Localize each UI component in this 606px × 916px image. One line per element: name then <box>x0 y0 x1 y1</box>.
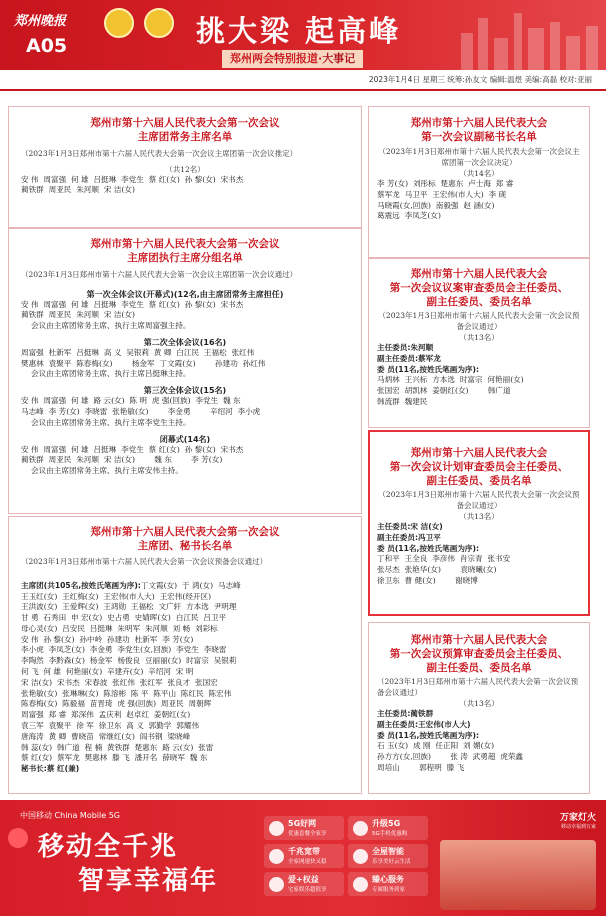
name-line: 徐卫东 曹 健(女) 谢晓博 <box>377 575 478 585</box>
article-count: （共14名） <box>459 169 499 178</box>
name-line: 王玉红(女) 王红梅(女) 王宏伟(市人大) 王宏伟(经开区) <box>21 591 212 601</box>
name-line: 安 伟 周富强 何 雄 吕挺琳 李党生 蔡 红(女) 孙 黎(女) 宋书杰 <box>21 299 244 309</box>
group-note: 会议由主席团常务主席、执行主席周富强主持。 <box>31 321 191 331</box>
name-line: 孙方方(女,回族) 张 涛 武勇超 虎荣鑫 <box>377 752 524 762</box>
signal-icon <box>269 821 284 836</box>
name-line: 李 芳(女) 刘彤标 楚惠东 卢士海 郑 睿 <box>377 179 514 188</box>
name-line: 马志峰 李 芳(女) 李晓雷 张艳敏(女) 李金勇 辛绍河 李小虎 <box>21 407 261 417</box>
article-title: 郑州市第十六届人民代表大会第一次会议 <box>90 526 280 538</box>
name-line: 何 飞 何 雄 何艳丽(女) 辛建卉(女) 辛绍河 宋 明 <box>21 667 194 677</box>
service-icon <box>353 877 368 892</box>
ad-feature-title: 臻心服务 <box>372 875 404 884</box>
article-title: 副主任委员、委员名单 <box>426 662 532 674</box>
issue-info: 2023年1月4日 星期三 统筹:孙友文 编辑:温煜 美编:高磊 校对:亚丽 <box>368 75 592 84</box>
broadband-icon <box>269 849 284 864</box>
ad-campaign-logo <box>560 810 596 830</box>
advertisement-banner[interactable] <box>0 800 606 916</box>
article-title: 主席团、秘书长名单 <box>137 540 233 552</box>
section-label-main: 郑州两会特别报道· <box>230 52 323 65</box>
committee-chair: 主任委员:朱河顺 <box>377 343 434 352</box>
gift-icon <box>269 877 284 892</box>
ad-campaign-sub: 移动幸福到万家 <box>560 824 596 830</box>
presidium-role-line <box>21 573 349 592</box>
group-note: 会议由主席团常务主席、执行主席李党生主持。 <box>31 417 191 427</box>
article-title: 郑州市第十六届人民代表大会 <box>410 268 548 280</box>
name-line: 马晓霞(女,回族) 南毅强 赵 涵(女) <box>377 200 495 210</box>
article-budget-committee <box>368 622 590 794</box>
name-line: 安 伟 周富强 何 雄 吕挺琳 李党生 蔡 红(女) 孙 黎(女) 宋书杰 <box>21 174 244 184</box>
name-line: 周富强 郑 睿 郑深伟 孟庆利 赵卓红 姜朝红(女) <box>21 710 191 720</box>
name-line: 张尽杰 张艳华(女) 袁晓曦(女) <box>377 565 497 575</box>
name-line: 张艳敏(女) 张琳琳(女) 陈溶彬 陈 平 陈平山 陈红民 陈宏伟 <box>21 688 232 698</box>
article-count: （共13名） <box>459 699 499 708</box>
ad-feature-title: 升级5G <box>372 819 401 828</box>
article-note: （2023年1月3日郑州市第十六届人民代表大会第一次会议预备会议通过） <box>377 677 579 697</box>
ad-feature-title: 全屋智能 <box>372 847 404 856</box>
article-presidium-chairs <box>8 106 362 228</box>
article-title: 主席团执行主席分组名单 <box>127 252 243 264</box>
article-count: （共13名） <box>459 333 499 342</box>
cppcc-emblem-icon <box>144 8 174 38</box>
ad-feature-tile <box>264 872 344 896</box>
name-line: 安 伟 周富强 何 雄 路 云(女) 陈 明 虎 强(回族) 李党生 魏 东 <box>21 396 241 406</box>
ad-campaign-title: 万家灯火 <box>559 813 596 823</box>
article-deputy-secretaries <box>368 106 590 258</box>
group-heading: 第一次全体会议(开幕式)(12名,由主席团常务主席担任) <box>86 289 284 299</box>
name-line: 韩 蕊(女) 韩广道 程 楠 黄铁群 楚惠东 路 云(女) 张雷 <box>21 742 214 752</box>
article-note: （2023年1月3日郑州市第十六届人民代表大会第一次会议预备会议通过） <box>378 490 580 510</box>
group-note: 会议由主席团常务主席、执行主席安伟主持。 <box>31 466 183 476</box>
article-note: （2023年1月3日郑州市第十六届人民代表大会第一次会议预备会议通过） <box>378 311 580 331</box>
article-title: 郑州市第十六届人民代表大会 <box>410 634 548 646</box>
5g-badge-icon <box>8 828 28 848</box>
page-number: A05 <box>26 35 68 57</box>
name-line: 安 伟 周富强 何 雄 吕挺琳 李党生 蔡 红(女) 孙 黎(女) 宋书杰 <box>21 444 244 454</box>
article-title: 郑州市第十六届人民代表大会第一次会议 <box>90 117 280 129</box>
name-line: 马炳林 王兴标 方本选 时富宗 何艳丽(女) <box>377 375 524 385</box>
ad-headline: 智享幸福年 <box>78 866 219 896</box>
page-slogan: 挑大梁 起高峰 <box>196 14 402 48</box>
article-title: 副主任委员、委员名单 <box>426 296 532 308</box>
national-emblem-icon <box>104 8 134 38</box>
committee-members-label: 委 员(11名,按姓氏笔画为序): <box>377 364 480 374</box>
ad-feature-title: 5G好网 <box>288 819 317 828</box>
name-line: 宋 洁(女) 宋书杰 宋春波 张红伟 张红军 张良才 张国宏 <box>21 677 218 687</box>
article-executive-chairs <box>8 228 362 514</box>
committee-chair: 主任委员:蔺铁群 <box>377 709 434 718</box>
article-title: 郑州市第十六届人民代表大会 <box>410 447 548 459</box>
committee-members-label: 委 员(11名,按姓氏笔画为序): <box>377 543 480 553</box>
committee-members-label: 委 员(11名,按姓氏笔画为序): <box>377 730 480 740</box>
name-line: 葛震远 李凤芝(女) <box>377 211 441 221</box>
article-note: （2023年1月3日郑州市第十六届人民代表大会第一次会议预备会议通过） <box>21 557 268 566</box>
name-line: 母心灵(女) 吕安民 吕挺琳 朱明军 朱河顺 刘 畅 刘彩标 <box>21 623 218 633</box>
newspaper-logo: 郑州晚报 <box>14 14 67 29</box>
committee-vice-chair: 副主任委员:蔡军龙 <box>377 353 441 363</box>
name-line: 丁文霞(女) 于 鸿(女) 马志峰 <box>140 580 241 590</box>
ad-feature-desc: 专属服务到家 <box>372 887 406 893</box>
masthead-banner <box>0 0 606 70</box>
name-line: 张国宏 胡凯林 姜朝红(女) 韩广道 <box>377 386 511 396</box>
name-line: 甘 勇 石秀田 申 宏(女) 史占勇 史婧晖(女) 白江民 吕卫平 <box>21 613 227 623</box>
role-label: 主席团(共105名,按姓氏笔画为序): <box>21 580 141 590</box>
article-title: 郑州市第十六届人民代表大会第一次会议 <box>90 238 280 250</box>
article-title: 第一次会议预算审查委员会主任委员、 <box>389 648 569 660</box>
name-line: 蔡军龙 马卫平 王宏伟(市人大) 李 砚 <box>377 189 507 199</box>
article-title: 第一次会议计划审查委员会主任委员、 <box>389 461 569 473</box>
name-line: 丁和平 王全良 李彦伟 肖宗青 张书安 <box>377 554 511 564</box>
group-heading: 第三次全体会议(15名) <box>143 386 227 396</box>
committee-vice-chair: 副主任委员:冯卫平 <box>377 532 441 542</box>
masthead <box>0 0 606 92</box>
ad-feature-title: 爱+权益 <box>288 875 319 884</box>
article-title: 第一次会议副秘书长名单 <box>421 131 537 143</box>
section-label-accent: 大事记 <box>322 52 356 65</box>
article-title: 主席团常务主席名单 <box>137 131 233 143</box>
ad-feature-desc: 宅家娱乐超值享 <box>288 887 327 893</box>
committee-chair: 主任委员:宋 洁(女) <box>377 522 443 531</box>
article-title: 郑州市第十六届人民代表大会 <box>410 117 548 129</box>
article-note: （2023年1月3日郑州市第十六届人民代表大会第一次会议主席团第一次会议决定） <box>378 147 580 167</box>
ad-feature-tile <box>264 844 344 868</box>
article-motion-committee <box>368 258 590 428</box>
article-count: （共13名） <box>459 512 499 521</box>
name-line: 蔡 红(女) 蔡军龙 樊惠林 滕 飞 潘开名 薛晓军 魏 东 <box>21 753 208 763</box>
ad-headline: 移动全千兆 <box>38 832 179 862</box>
section-label <box>222 50 363 68</box>
article-note: （2023年1月3日郑州市第十六届人民代表大会第一次会议主席团第一次会议推定） <box>21 149 298 158</box>
smart-home-icon <box>353 849 368 864</box>
name-line: 石 玉(女) 成 刚 任正阳 刘 媚(女) <box>377 741 495 751</box>
name-line: 袁三军 袁聚平 徐 军 徐卫东 高 义 郭勤学 郭耀伟 <box>21 721 200 731</box>
header-divider <box>0 89 606 91</box>
name-line: 周培山 郭程明 滕 飞 <box>377 762 465 772</box>
ad-feature-tile <box>348 816 428 840</box>
article-plan-committee <box>368 430 590 616</box>
ad-feature-desc: 优惠套餐全家享 <box>288 831 327 837</box>
article-note: （2023年1月3日郑州市第十六届人民代表大会第一次会议主席团第一次会议通过） <box>21 270 298 279</box>
name-line: 李小虎 李凤芝(女) 李金勇 李党生(女,回族) 李党生 李晓雷 <box>21 645 227 655</box>
name-line: 蔺铁群 周亚民 朱河顺 宋 洁(女) <box>21 185 135 195</box>
secretary-general: 秘书长:蔡 红(兼) <box>21 764 80 774</box>
article-presidium-members <box>8 516 362 794</box>
ad-feature-tile <box>348 872 428 896</box>
article-count: （共12名） <box>165 164 205 174</box>
ad-feature-tile <box>348 844 428 868</box>
family-scene-image <box>440 840 596 910</box>
name-line: 王洪波(女) 王爱辉(女) 王鸿勋 王福松 文广轩 方本选 尹明理 <box>21 602 237 612</box>
ad-brand-logo: 中国移动 China Mobile 5G <box>20 811 121 820</box>
name-line: 李陶然 李黔森(女) 杨金军 杨俊良 豆丽丽(女) 时富宗 吴银莉 <box>21 656 237 666</box>
ad-feature-title: 千兆宽带 <box>288 847 320 856</box>
name-line: 蔺铁群 周亚民 朱河顺 宋 洁(女) <box>21 310 135 320</box>
name-line: 唐海涛 黄 卿 曹晓苗 常继红(女) 阎书钢 梁晓峰 <box>21 731 191 741</box>
article-title: 第一次会议议案审查委员会主任委员、 <box>389 282 569 294</box>
name-line: 蔺铁群 周亚民 朱河顺 宋 洁(女) 魏 东 李 芳(女) <box>21 455 223 465</box>
committee-vice-chair: 副主任委员:王宏伟(市人大) <box>377 719 471 729</box>
name-line: 陈春梅(女) 陈毅福 苗晋琦 虎 强(回族) 周亚民 周朝辉 <box>21 699 212 709</box>
name-line: 樊惠林 袁聚平 陈春梅(女) 杨金军 丁文霞(女) 孙建功 孙红伟 <box>21 358 266 368</box>
name-line: 周富强 杜新军 吕挺琳 高 义 吴银莉 黄 卿 白江民 王福松 张红伟 <box>21 347 255 357</box>
ad-feature-tile <box>264 816 344 840</box>
name-line: 安 伟 孙 黎(女) 孙中岭 孙建功 杜新军 李 芳(女) <box>21 634 194 644</box>
ad-feature-desc: 5G手机优惠购 <box>372 831 408 837</box>
city-skyline-image <box>456 8 606 70</box>
group-heading: 闭幕式(14名) <box>159 434 211 444</box>
name-line: 韩流群 魏建民 <box>377 396 428 406</box>
phone-icon <box>353 821 368 836</box>
group-note: 会议由主席团常务主席、执行主席吕挺琳主持。 <box>31 369 191 379</box>
ad-feature-desc: 全家网速快又稳 <box>288 859 327 865</box>
group-heading: 第二次全体会议(16名) <box>143 337 227 347</box>
ad-feature-desc: 乐享美好云生活 <box>372 859 411 865</box>
article-title: 副主任委员、委员名单 <box>426 475 532 487</box>
